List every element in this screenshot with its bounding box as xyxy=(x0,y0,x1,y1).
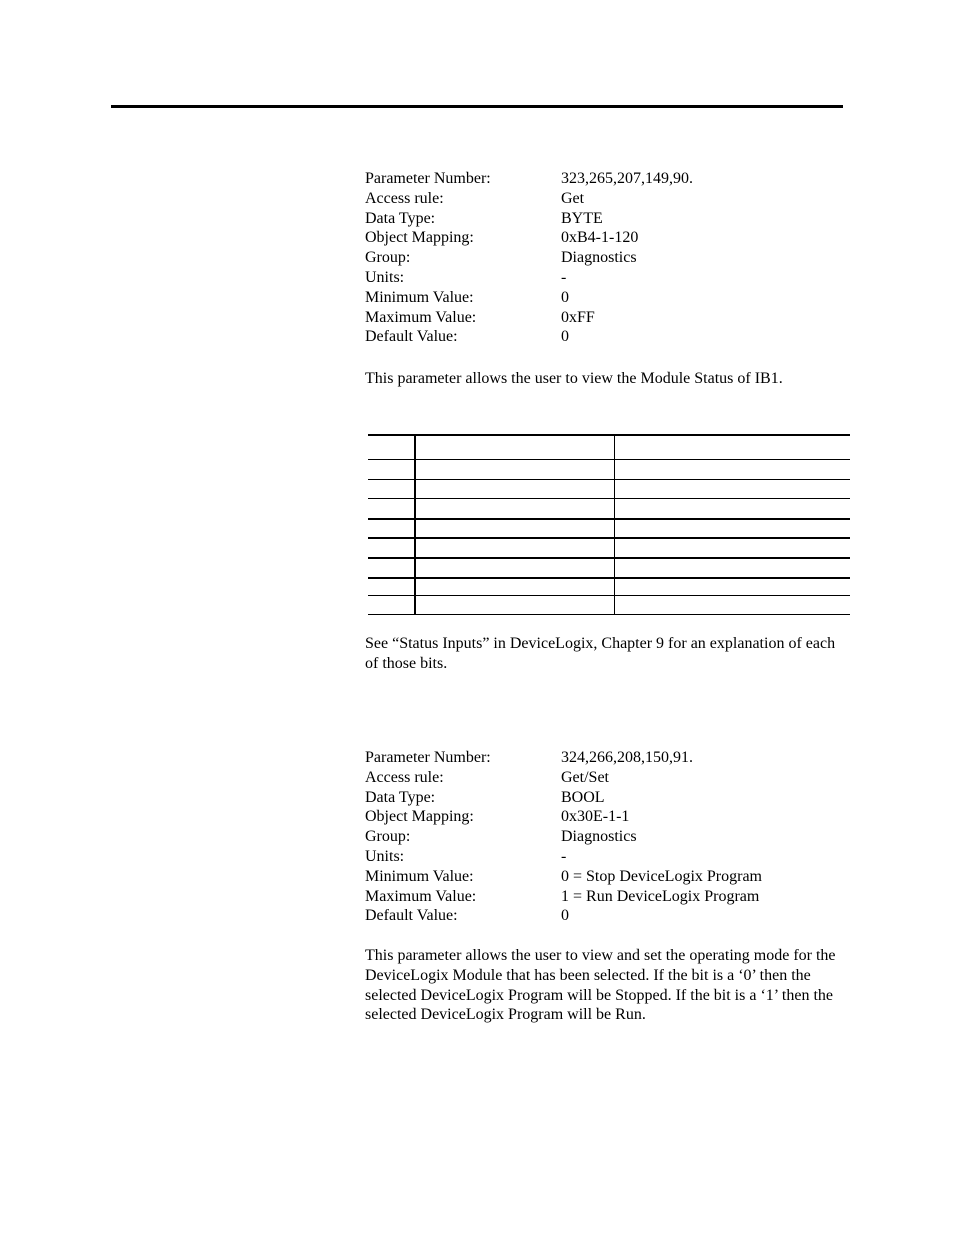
param-value: 0 xyxy=(561,907,569,925)
param-row xyxy=(365,807,845,827)
param-value: 1 = Run DeviceLogix Program xyxy=(561,887,760,905)
param-value: BYTE xyxy=(561,209,603,227)
param-label: Access rule: xyxy=(365,189,444,207)
param-description: This parameter allows the user to view and set the operating mode for the DeviceLogix Module that has been selected. If the bit is a ‘0’ then the selected DeviceLogix Program will be Stopped. If the bit is a ‘1’ then the selected DeviceLogix Program will be Run. xyxy=(365,947,836,1024)
param-label: Default Value: xyxy=(365,907,458,925)
param-row xyxy=(365,327,845,347)
param-value: 324,266,208,150,91. xyxy=(561,749,693,766)
param-value: - xyxy=(561,847,567,865)
param-value: Diagnostics xyxy=(561,249,637,267)
param-label: Access rule: xyxy=(365,768,444,786)
param-row xyxy=(365,268,845,288)
param-row xyxy=(365,169,845,189)
param-row xyxy=(365,189,845,209)
param-block-devicelogix-mode xyxy=(365,748,845,926)
param-row xyxy=(365,768,845,788)
param-value: Get xyxy=(561,189,585,207)
table-row xyxy=(368,479,850,480)
param-label: Data Type: xyxy=(365,209,436,227)
param-row xyxy=(365,887,845,907)
param-label: Object Mapping: xyxy=(365,229,474,247)
table-row xyxy=(368,614,850,615)
table-row xyxy=(368,459,850,460)
param-value: 0xFF xyxy=(561,308,595,326)
param-value: - xyxy=(561,268,567,286)
see-also-note: See “Status Inputs” in DeviceLogix, Chapter 9 for an explanation of each of those bits. xyxy=(365,635,836,672)
param-value: 323,265,207,149,90. xyxy=(561,170,693,187)
table-row xyxy=(368,577,850,579)
param-value: 0xB4-1-120 xyxy=(561,229,639,247)
param-row xyxy=(365,906,845,926)
param-value: 0 xyxy=(561,288,569,306)
param-label: Object Mapping: xyxy=(365,808,474,826)
param-row xyxy=(365,308,845,328)
param-value: Diagnostics xyxy=(561,828,637,846)
param-label: Data Type: xyxy=(365,788,436,806)
param-label: Parameter Number: xyxy=(365,749,491,766)
param-label: Maximum Value: xyxy=(365,308,477,326)
param-row xyxy=(365,748,845,768)
param-row xyxy=(365,827,845,847)
header-rule xyxy=(111,105,843,108)
param-value: 0x30E-1-1 xyxy=(561,808,630,826)
param-description: This parameter allows the user to view the Module Status of IB1. xyxy=(365,370,783,387)
status-bits-table xyxy=(368,434,850,615)
param-value: BOOL xyxy=(561,788,605,806)
table-row xyxy=(368,595,850,596)
param-row xyxy=(365,847,845,867)
param-value: 0 xyxy=(561,328,569,346)
table-row xyxy=(368,557,850,559)
param-value: Get/Set xyxy=(561,768,609,786)
param-block-module-status xyxy=(365,169,845,347)
param-label: Units: xyxy=(365,847,405,865)
param-row xyxy=(365,788,845,808)
param-label: Units: xyxy=(365,268,405,286)
table-column-divider xyxy=(614,434,615,615)
table-column-divider xyxy=(414,434,416,615)
table-top-rule xyxy=(368,434,850,436)
param-label: Group: xyxy=(365,828,411,846)
param-row xyxy=(365,209,845,229)
param-label: Minimum Value: xyxy=(365,867,474,885)
param-label: Minimum Value: xyxy=(365,288,474,306)
param-row xyxy=(365,228,845,248)
param-row xyxy=(365,288,845,308)
param-row xyxy=(365,867,845,887)
table-row xyxy=(368,498,850,499)
param-label: Default Value: xyxy=(365,328,458,346)
param-label: Parameter Number: xyxy=(365,170,491,187)
param-value: 0 = Stop DeviceLogix Program xyxy=(561,867,762,885)
param-label: Maximum Value: xyxy=(365,887,477,905)
param-row xyxy=(365,248,845,268)
table-row xyxy=(368,537,850,539)
param-label: Group: xyxy=(365,249,411,267)
table-row xyxy=(368,518,850,520)
